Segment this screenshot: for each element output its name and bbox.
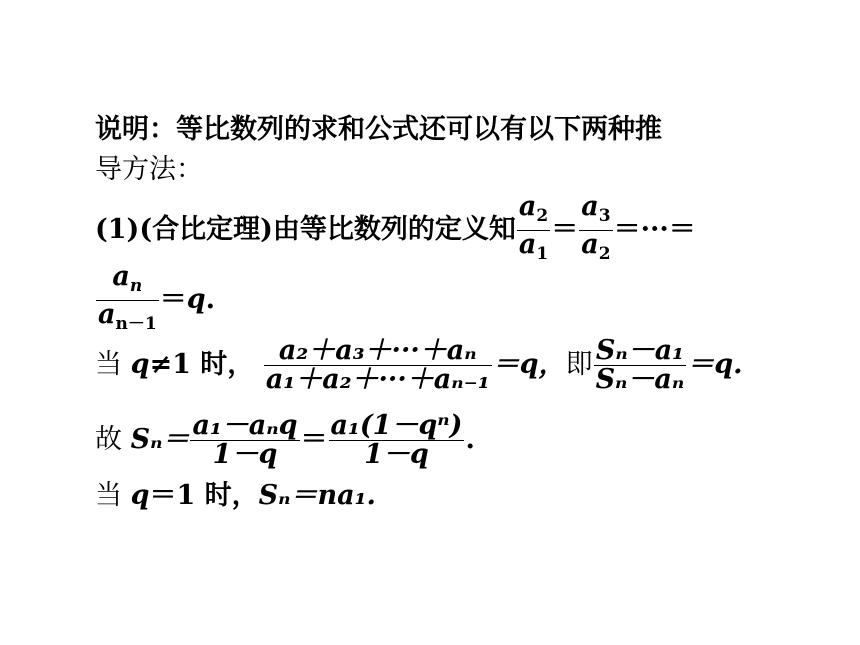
text-line-4: $\frac{a_n}{a_{n-1}}$ ＝q. (95, 263, 215, 338)
fraction-a3-over-a2: $\frac{a_3}{a_2}$ (581, 191, 611, 264)
text-line-6: 故 Sₙ＝ $\frac{\text{a₁－aₙq}}{1-q}$ ＝ $\frac{\text{a₁(1－qⁿ)}}{1-q}$ . (95, 410, 475, 470)
text-line-2: 导方法： (95, 154, 203, 185)
sn-formula-fraction-2: $\frac{\text{a₁(1－qⁿ)}}{1-q}$ (330, 410, 463, 470)
fraction-a2-over-a1: $\frac{a_2}{a_1}$ (518, 191, 549, 264)
ellipsis-equals: ＝···＝ (613, 214, 696, 245)
text-line-3 (95, 193, 696, 268)
sn-ratio-fraction: $\frac{\text{Sₙ－a₁}}{\text{Sₙ－aₙ}}$ (595, 335, 685, 395)
method-one-prefix: (1)(合比定理)由等比数列的定义知 (95, 214, 516, 245)
ratio-q: q (186, 284, 206, 315)
text-line-1: 说明：等比数列的求和公式还可以有以下两种推 (95, 114, 662, 145)
sum-ratio-fraction: $\frac{\text{a₂＋a₃＋···＋aₙ}}{\text{a₁＋a₂＋···＋aₙ₋₁}}$ (265, 335, 490, 395)
equals-sign: ＝ (551, 214, 579, 245)
text-line-5: 当 q≠1 时， $\frac{\text{a₂＋a₃＋···＋aₙ}}{\text{a₁＋a₂＋···＋aₙ₋₁}}$ ＝q，即 $\frac{\text{Sₙ－a₁}}{\text{Sₙ－aₙ}}$ ＝q. (95, 335, 743, 395)
fraction-an-over-an-1: $\frac{a_n}{a_{n-1}}$ (98, 261, 157, 334)
sn-formula-fraction-1: $\frac{\text{a₁－aₙq}}{1-q}$ (192, 410, 298, 470)
text-line-7: 当 q＝1 时，Sₙ＝na₁. (95, 480, 376, 511)
